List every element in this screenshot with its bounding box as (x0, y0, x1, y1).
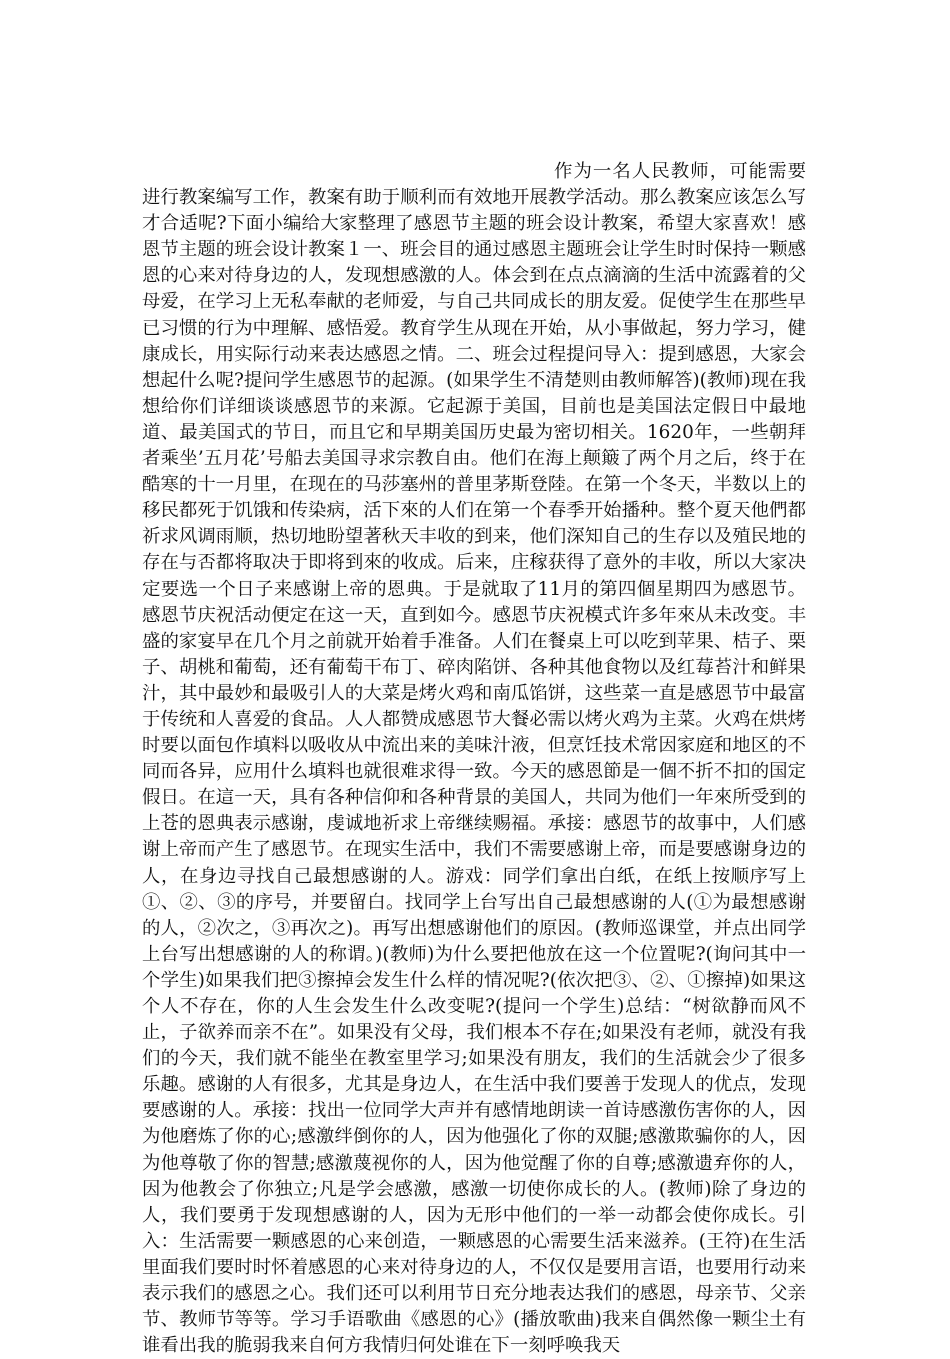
body-paragraph: 作为一名人民教师，可能需要进行教案编写工作，教案有助于顺利而有效地开展教学活动。那么教案应该怎么写才合适呢?下面小编给大家整理了感恩节主题的班会设计教案，希望大家喜欢！感恩节主题的班会设计教案１一、班会目的通过感恩主题班会让学生时时保持一颗感恩的心来对待身边的人，发现想感激的人。体会到在点点滴滴的生活中流露着的父母爱，在学习上无私奉献的老师爱，与自己共同成长的朋友爱。促使学生在那些早已习惯的行为中理解、感悟爱。教育学生从现在开始，从小事做起，努力学习，健康成长，用实际行动来表达感恩之情。二、班会过程提问导入：提到感恩，大家会想起什么呢?提问学生感恩节的起源。(如果学生不清楚则由教师解答)(教师)现在我想给你们详细谈谈感恩节的来源。它起源于美国，目前也是美国法定假日中最地道、最美国式的节日，而且它和早期美国历史最为密切相关。1620年，一些朝拜者乘坐’五月花’号船去美国寻求宗教自由。他们在海上颠簸了两个月之后，终于在酷寒的十一月里，在现在的马莎塞州的普里茅斯登陸。在第一个冬天，半数以上的移民都死于饥饿和传染病，活下來的人们在第一个春季开始播种。整个夏天他們都祈求风调雨顺，热切地盼望著秋天丰收的到来，他们深知自己的生存以及殖民地的存在与否都将取决于即将到來的收成。后来，庄稼获得了意外的丰收，所以大家决定要选一个日子来感谢上帝的恩典。于是就取了11月的第四個星期四为感恩节。感恩节庆祝活动便定在这一天，直到如今。感恩节庆祝模式许多年來从未改变。丰盛的家宴早在几个月之前就开始着手准备。人们在餐桌上可以吃到苹果、桔子、栗子、胡桃和葡萄，还有葡萄干布丁、碎肉陷饼、各种其他食物以及红莓苔汁和鲜果汁，其中最妙和最吸引人的大菜是烤火鸡和南瓜馅饼，这些菜一直是感恩节中最富于传统和人喜爱的食品。人人都赞成感恩节大餐必需以烤火鸡为主菜。火鸡在烘烤时要以面包作填料以吸收从中流出来的美味汁液，但烹饪技术常因家庭和地区的不同而各异，应用什么填料也就很难求得一致。今天的感恩節是一個不折不扣的国定假日。在這一天，具有各种信仰和各种背景的美国人，共同为他们一年來所受到的上苍的恩典表示感谢，虔诚地祈求上帝继续赐福。承接：感恩节的故事中，人们感谢上帝而产生了感恩节。在现实生活中，我们不需要感谢上帝，而是要感谢身边的人，在身边寻找自己最想感谢的人。游戏：同学们拿出白纸，在纸上按顺序写上①、②、③的序号，并要留白。找同学上台写出自己最想感谢的人(①为最想感谢的人，②次之，③再次之)。再写出想感谢他们的原因。(教师巡课堂，并点出同学上台写出想感谢的人的称谓。)(教师)为什么要把他放在这一个位置呢?(询问其中一个学生)如果我们把③擦掉会发生什么样的情况呢?(依次把③、②、①擦掉)如果这个人不存在，你的人生会发生什么改变呢?(提问一个学生)总结：“树欲静而风不止，子欲养而亲不在”。如果没有父母，我们根本不存在;如果没有老师，就没有我们的今天，我们就不能坐在教室里学习;如果没有朋友，我们的生活就会少了很多乐趣。感谢的人有很多，尤其是身边人，在生活中我们要善于发现人的优点，发现要感谢的人。承接：找出一位同学大声并有感情地朗读一首诗感激伤害你的人，因为他磨炼了你的心;感激绊倒你的人，因为他强化了你的双腿;感激欺骗你的人，因为他尊敬了你的智慧;感激蔑视你的人，因为他觉醒了你的自尊;感激遗弃你的人，因为他教会了你独立;凡是学会感激，感激一切使你成长的人。(教师)除了身边的人，我们要勇于发现想感谢的人，因为无形中他们的一举一动都会使你成长。引入：生活需要一颗感恩的心来创造，一颗感恩的心需要生活来滋养。(王符)在生活里面我们要时时怀着感恩的心来对待身边的人，不仅仅是要用言语，也要用行动来表示我们的感恩之心。我们还可以利用节日充分地表达我们的感恩，母亲节、父亲节、教师节等等。学习手语歌曲《感恩的心》(播放歌曲)我来自偶然像一颗尘土有谁看出我的脆弱我来自何方我情归何处谁在下一刻呼唤我天 (142, 161, 806, 1357)
